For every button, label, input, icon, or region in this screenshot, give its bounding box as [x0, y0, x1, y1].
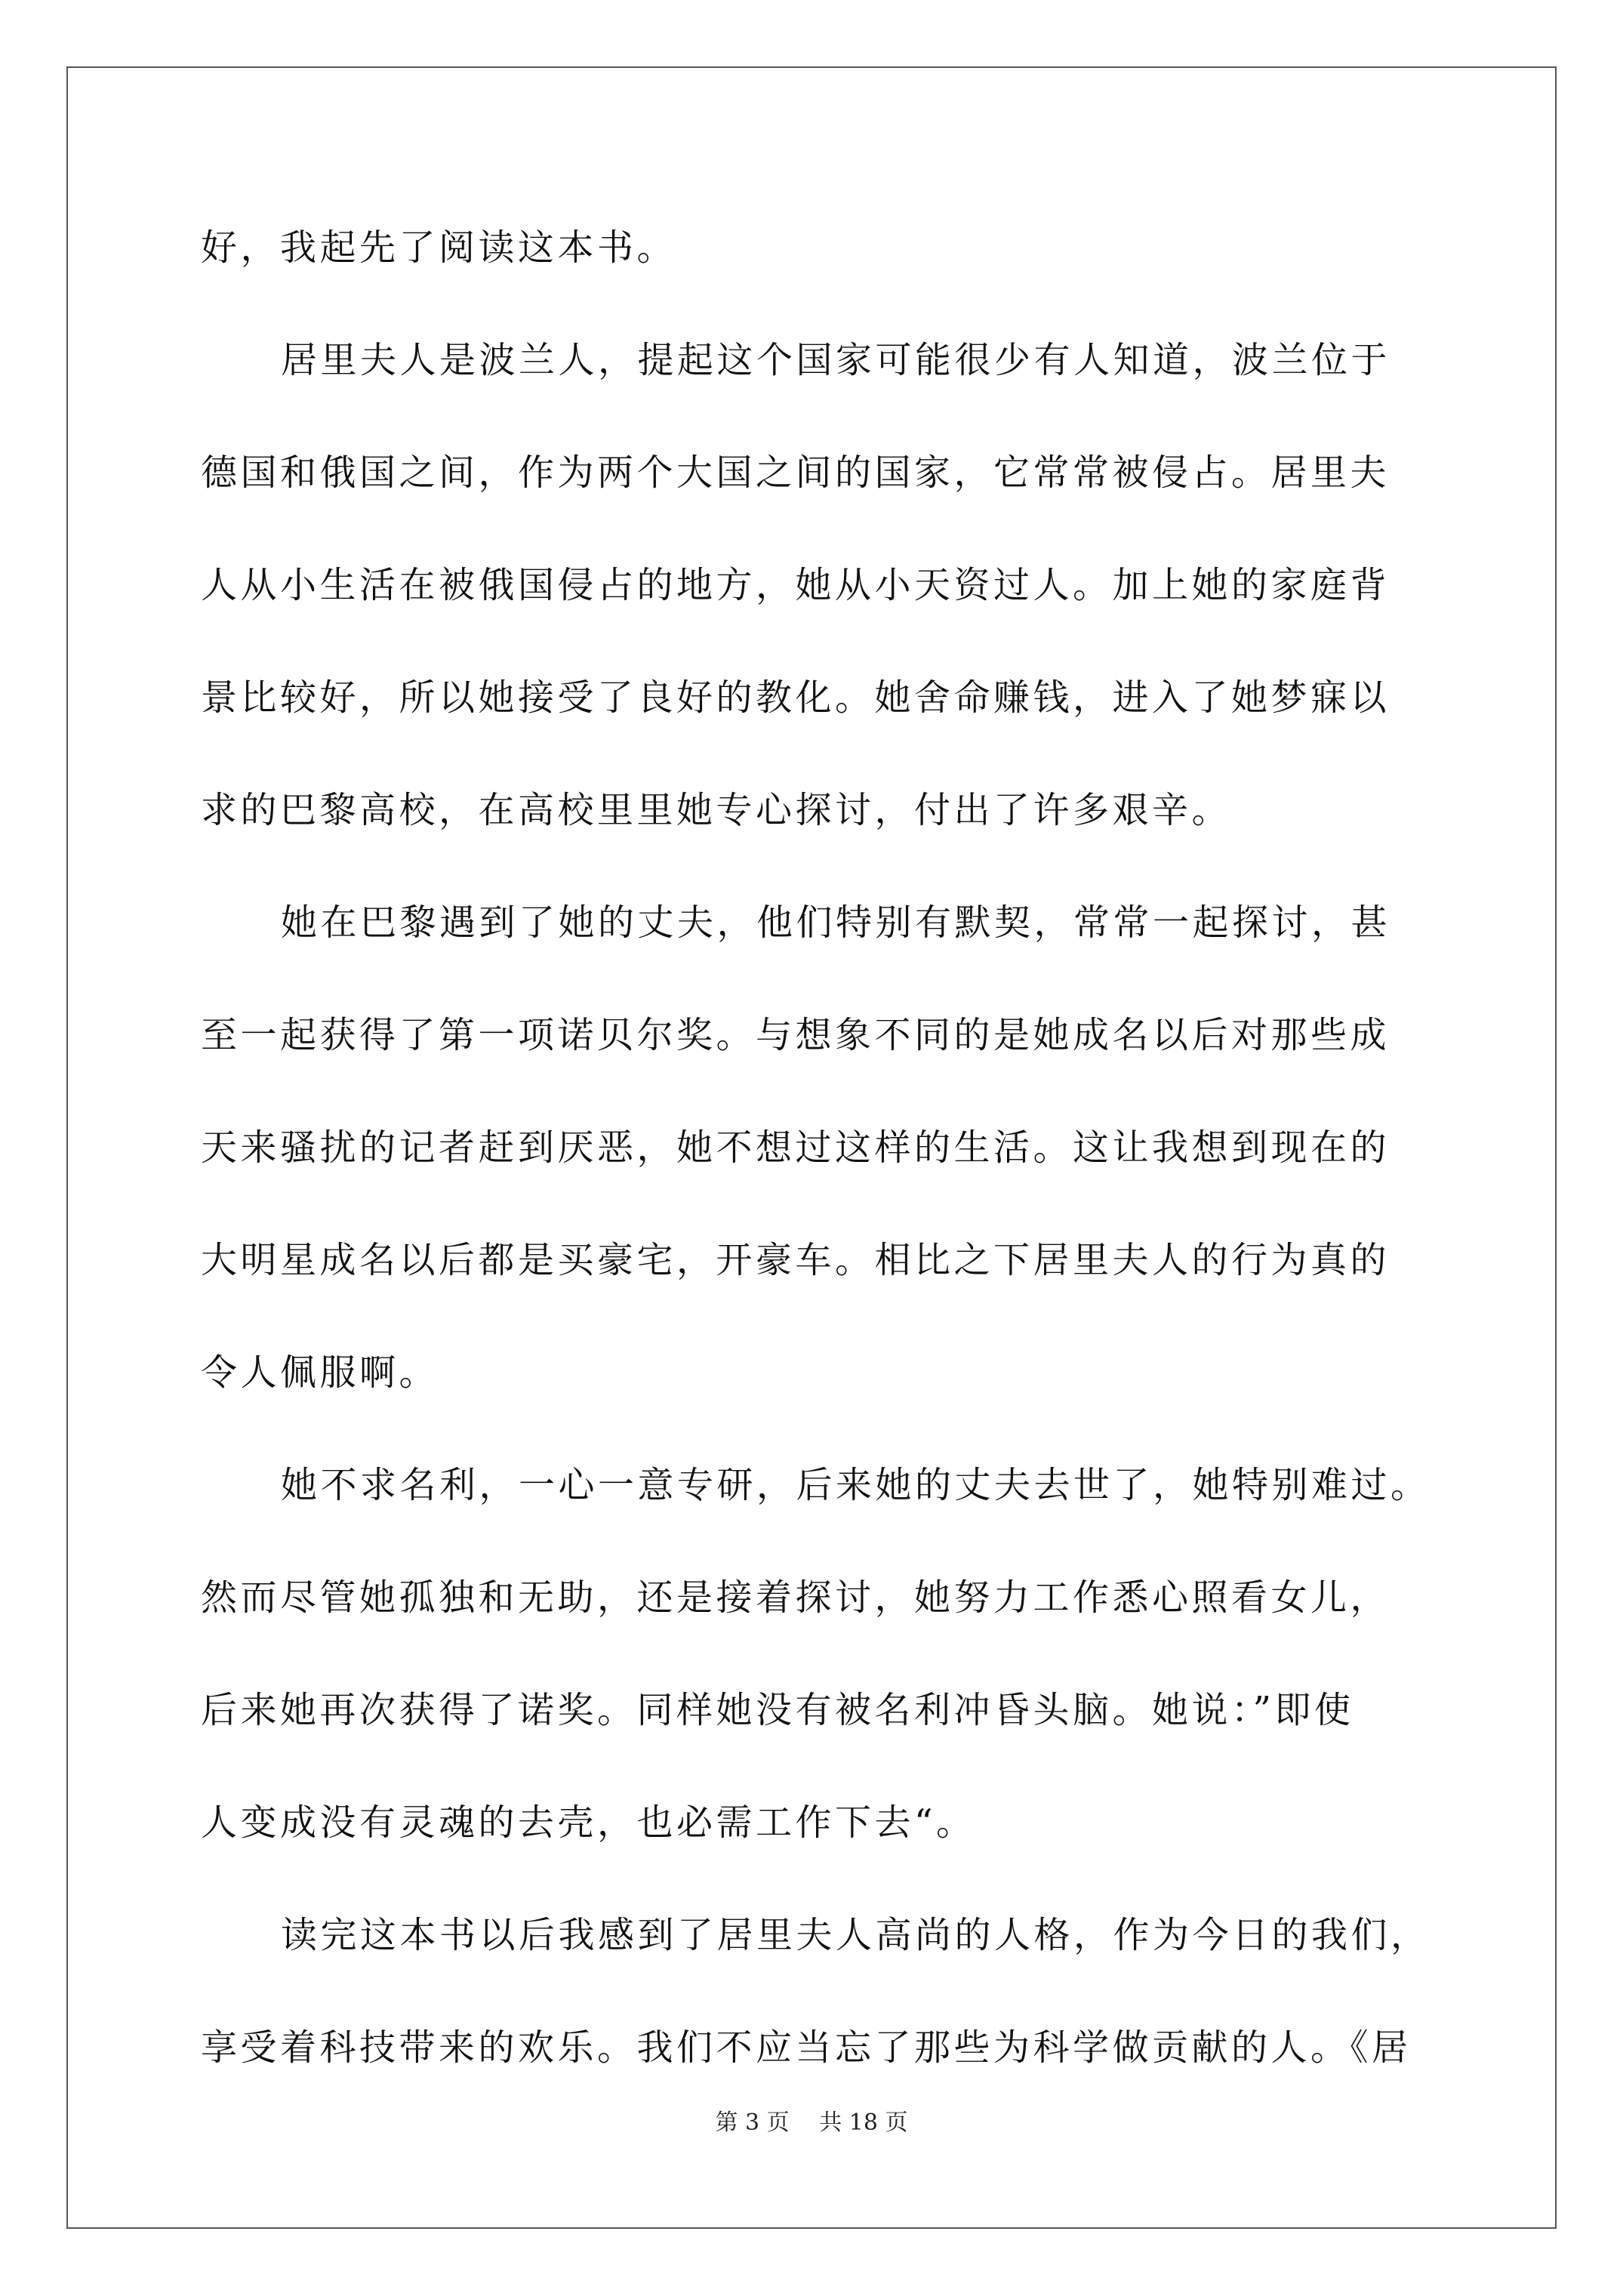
paragraph-line: 德国和俄国之间，作为两个大国之间的国家，它常常被侵占。居里夫 — [201, 451, 1390, 494]
paragraph-line: 读完这本书以后我感到了居里夫人高尚的人格，作为今日的我们， — [281, 1914, 1431, 1956]
paragraph-line: 人变成没有灵魂的去壳，也必需工作下去“。 — [201, 1801, 976, 1844]
paragraph-line: 至一起获得了第一项诺贝尔奖。与想象不同的是她成名以后对那些成 — [201, 1014, 1390, 1056]
page-number-footer: 第 3 页 共 18 页 — [715, 2110, 908, 2136]
paragraph-line: 求的巴黎高校，在高校里里她专心探讨，付出了许多艰辛。 — [201, 789, 1232, 831]
paragraph-line: 人从小生活在被俄国侵占的地方，她从小天资过人。加上她的家庭背 — [201, 564, 1390, 606]
paragraph-line: 令人佩服啊。 — [201, 1351, 439, 1394]
paragraph-line: 后来她再次获得了诺奖。同样她没有被名利冲昏头脑。她说：”即使 — [201, 1689, 1354, 1731]
paragraph-line: 大明星成名以后都是买豪宅，开豪车。相比之下居里夫人的行为真的 — [201, 1239, 1390, 1281]
paragraph-line: 她在巴黎遇到了她的丈夫，他们特别有默契，常常一起探讨，甚 — [281, 901, 1391, 944]
paragraph-line: 景比较好，所以她接受了良好的教化。她舍命赚钱，进入了她梦寐以 — [201, 676, 1390, 719]
paragraph-line: 居里夫人是波兰人，提起这个国家可能很少有人知道，波兰位于 — [281, 339, 1391, 381]
paragraph-line: 天来骚扰的记者赶到厌恶，她不想过这样的生活。这让我想到现在的 — [201, 1126, 1390, 1169]
paragraph-line: 好，我起先了阅读这本书。 — [201, 227, 677, 269]
paragraph-line: 然而尽管她孤独和无助，还是接着探讨，她努力工作悉心照看女儿， — [201, 1576, 1390, 1619]
paragraph-line: 享受着科技带来的欢乐。我们不应当忘了那些为科学做贡献的人。《居 — [201, 2026, 1412, 2069]
paragraph-line: 她不求名利，一心一意专研，后来她的丈夫去世了，她特别难过。 — [281, 1464, 1431, 1506]
